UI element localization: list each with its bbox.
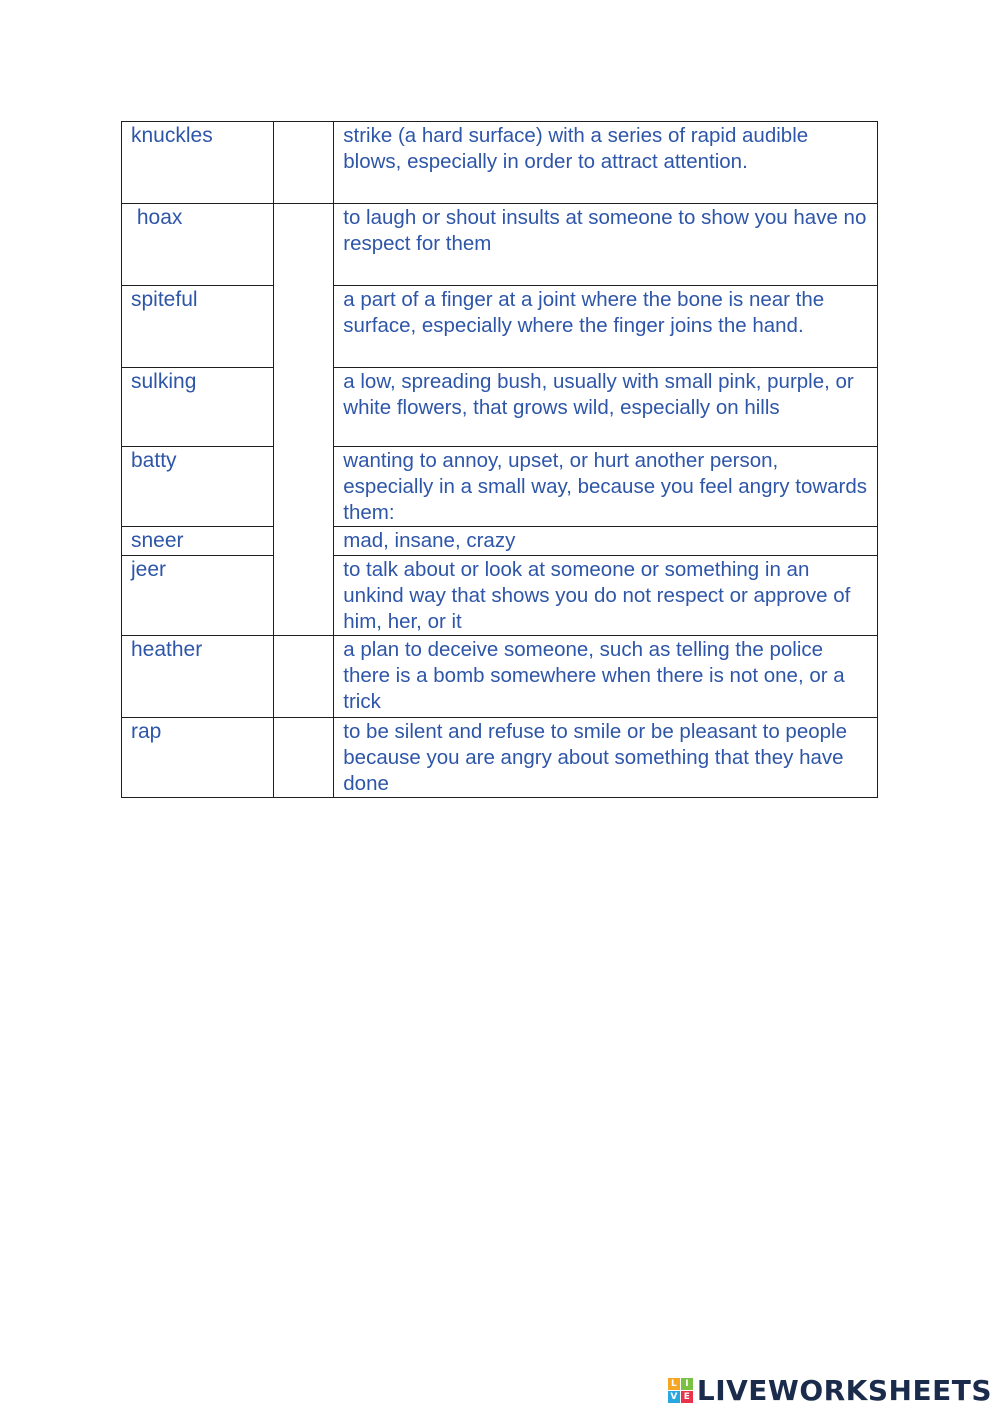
answer-cell[interactable] <box>274 368 334 447</box>
table-row <box>122 204 878 286</box>
definition-cell: a low, spreading bush, usually with small pink, purple, or white flowers, that grows wild, especially on hills <box>334 368 878 447</box>
table-row <box>122 368 878 447</box>
answer-cell[interactable] <box>274 447 334 527</box>
answer-cell[interactable] <box>274 636 334 718</box>
word-cell: sulking <box>122 368 274 447</box>
word-cell: rap <box>122 718 274 798</box>
table-row <box>122 447 878 527</box>
liveworksheets-logo-icon <box>668 1378 693 1403</box>
table-row <box>122 636 878 718</box>
answer-cell[interactable] <box>274 122 334 204</box>
word-cell: jeer <box>122 556 274 636</box>
brand-name: LIVEWORKSHEETS <box>696 1374 992 1407</box>
logo-letter: I <box>681 1378 693 1390</box>
table-row <box>122 718 878 798</box>
answer-cell[interactable] <box>274 527 334 556</box>
answer-cell[interactable] <box>274 204 334 286</box>
table-row <box>122 556 878 636</box>
definition-cell: a plan to deceive someone, such as telling the police there is a bomb somewhere when there is not one, or a trick <box>334 636 878 718</box>
logo-letter: V <box>668 1391 680 1403</box>
definition-cell: to be silent and refuse to smile or be pleasant to people because you are angry about something that they have done <box>334 718 878 798</box>
definition-cell: to laugh or shout insults at someone to show you have no respect for them <box>334 204 878 286</box>
answer-cell[interactable] <box>274 556 334 636</box>
word-cell: heather <box>122 636 274 718</box>
table-row <box>122 122 878 204</box>
word-cell: sneer <box>122 527 274 556</box>
word-cell: spiteful <box>122 286 274 368</box>
logo-letter: E <box>681 1391 693 1403</box>
definition-cell: wanting to annoy, upset, or hurt another person, especially in a small way, because you feel angry towards them: <box>334 447 878 527</box>
word-cell: batty <box>122 447 274 527</box>
table-row <box>122 527 878 556</box>
liveworksheets-brand <box>668 1374 992 1407</box>
logo-letter: L <box>668 1378 680 1390</box>
table-row <box>122 286 878 368</box>
definition-cell: mad, insane, crazy <box>334 527 878 556</box>
answer-cell[interactable] <box>274 286 334 368</box>
matching-table <box>121 121 878 798</box>
definition-cell: strike (a hard surface) with a series of rapid audible blows, especially in order to attract attention. <box>334 122 878 204</box>
definition-cell: to talk about or look at someone or something in an unkind way that shows you do not respect or approve of him, her, or it <box>334 556 878 636</box>
answer-cell[interactable] <box>274 718 334 798</box>
definition-cell: a part of a finger at a joint where the bone is near the surface, especially where the finger joins the hand. <box>334 286 878 368</box>
word-cell: knuckles <box>122 122 274 204</box>
word-cell: hoax <box>122 204 274 286</box>
